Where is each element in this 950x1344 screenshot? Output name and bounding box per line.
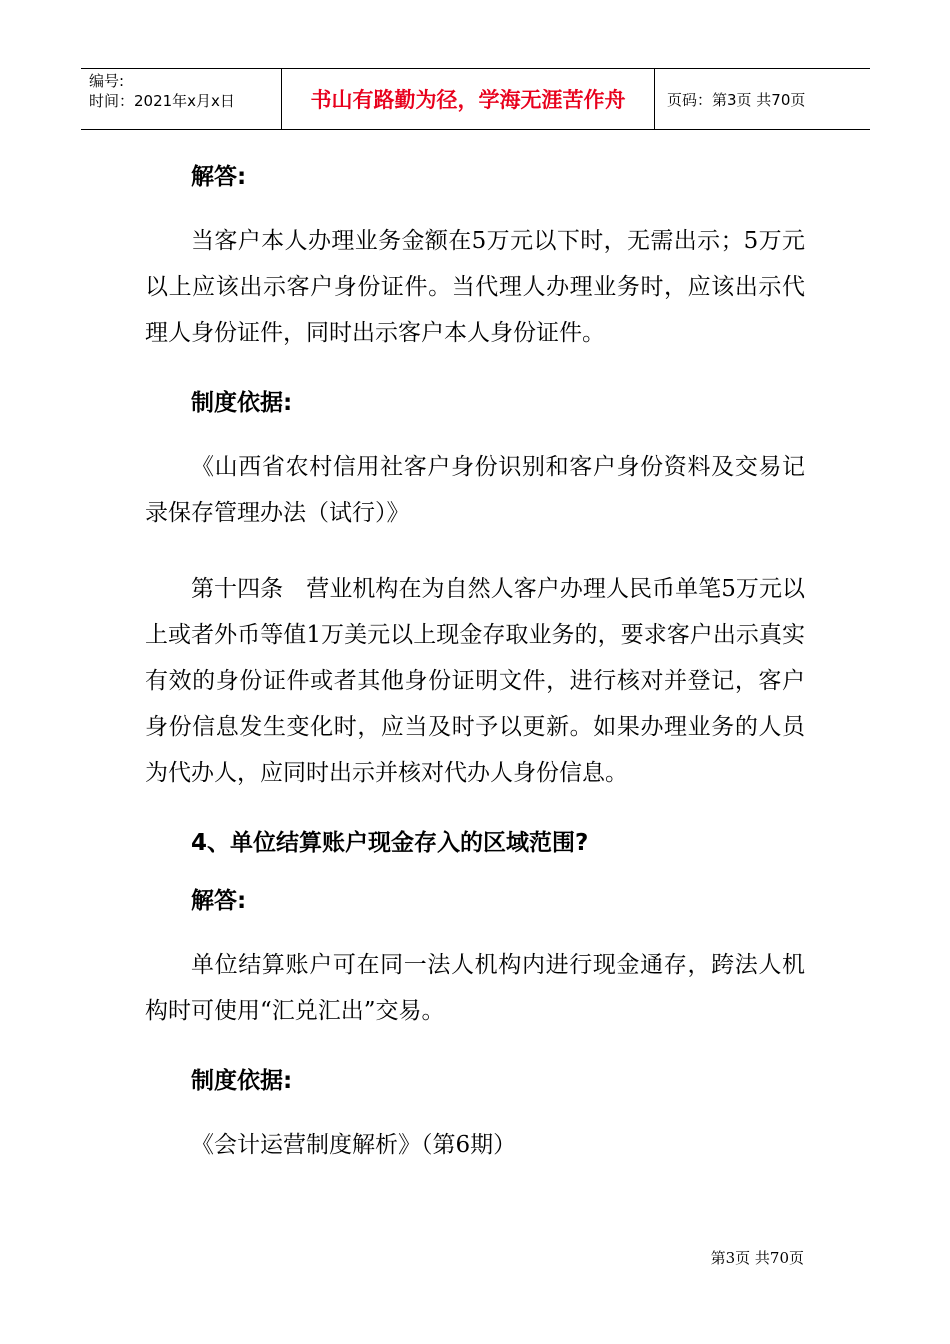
page-header [81, 68, 870, 130]
header-number-label: 编号: [89, 72, 125, 90]
document-body [145, 160, 805, 1168]
basis-heading-2: 制度依据: [191, 1068, 293, 1094]
page-footer-number: 第3页 共70页 [710, 1249, 804, 1267]
question-heading-4: 4、单位结算账户现金存入的区域范围? [191, 830, 589, 856]
header-motto: 书山有路勤为径，学海无涯苦作舟 [282, 69, 655, 129]
answer-paragraph-1: 当客户本人办理业务金额在5万元以下时，无需出示；5万元以上应该出示客户身份证件。当代理人办理业务时，应该出示代理人身份证件，同时出示客户本人身份证件。 [145, 228, 805, 346]
answer-heading-1: 解答: [191, 164, 247, 190]
basis-document-title-1: 《山西省农村信用社客户身份识别和客户身份资料及交易记录保存管理办法（试行）》 [145, 454, 805, 526]
header-time-label: 时间：2021年x月x日 [89, 92, 235, 110]
basis-document-title-2: 《会计运营制度解析》（第6期） [191, 1132, 517, 1158]
answer-heading-2: 解答: [191, 888, 247, 914]
basis-heading-1: 制度依据: [191, 390, 293, 416]
answer-paragraph-2: 单位结算账户可在同一法人机构内进行现金通存，跨法人机构时可使用“汇兑汇出”交易。 [145, 952, 805, 1024]
regulation-article-14: 第十四条 营业机构在为自然人客户办理人民币单笔5万元以上或者外币等值1万美元以上现金存取业务的，要求客户出示真实有效的身份证件或者其他身份证明文件，进行核对并登记，客户身份信息发生变化时，应当及时予以更新。如果办理业务的人员为代办人，应同时出示并核对代办人身份信息。 [145, 576, 805, 786]
header-page-number: 页码：第3页 共70页 [667, 90, 806, 109]
header-meta [81, 69, 282, 129]
